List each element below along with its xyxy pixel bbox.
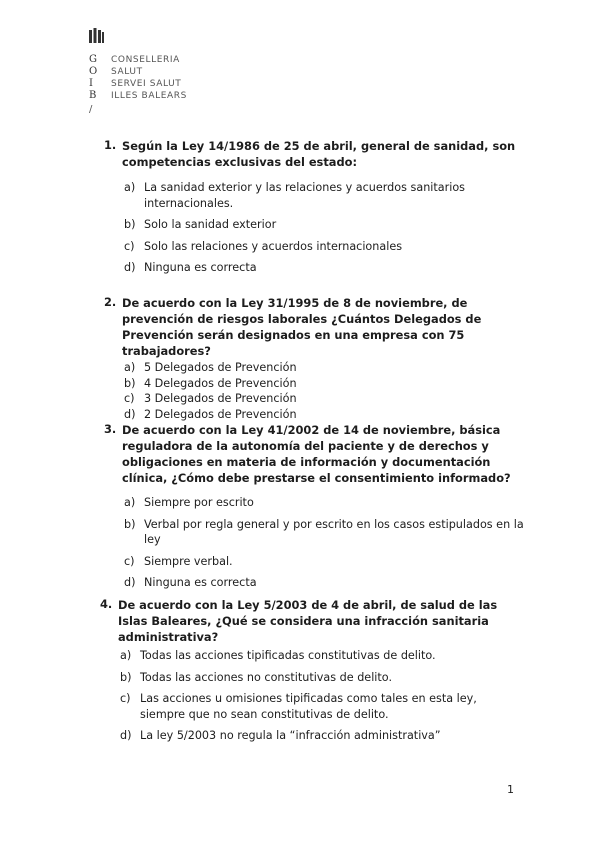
option-c[interactable]: c) Solo las relaciones y acuerdos internacionales — [124, 239, 403, 253]
page-number: 1 — [507, 783, 514, 796]
logo-row-2: O SALUT — [89, 66, 143, 77]
question-1 — [104, 138, 524, 276]
option-d[interactable]: d) 2 Delegados de Prevención — [124, 407, 297, 421]
options-list — [122, 180, 524, 276]
option-b[interactable]: b) Todas las acciones no constitutivas de delito. — [120, 670, 393, 684]
question-text: De acuerdo con la Ley 41/2002 de 14 de noviembre, básica reguladora de la autonomía del paciente y de derechos y obligaciones en materia de información y documentación clínica, ¿Cómo debe prestarse el consentimiento informado? — [122, 423, 511, 485]
question-text: De acuerdo con la Ley 5/2003 de 4 de abril, de salud de las Islas Baleares, ¿Qué se considera una infracción sanitaria administrativa? — [118, 598, 498, 644]
options-list — [122, 360, 524, 422]
question-text: De acuerdo con la Ley 31/1995 de 8 de noviembre, de prevención de riesgos laborales ¿Cuántos Delegados de Prevención serán designados en una empresa con 75 trabajadores? — [122, 296, 482, 358]
option-c[interactable]: c) 3 Delegados de Prevención — [124, 392, 297, 405]
option-b[interactable]: b) 4 Delegados de Prevención — [124, 376, 297, 390]
options-list — [122, 495, 524, 591]
logo-row-4: B ILLES BALEARS — [89, 90, 187, 101]
logo-slash: / — [89, 104, 93, 115]
shield-icon — [89, 28, 105, 44]
question-number: 1. — [104, 138, 117, 152]
logo-row-3: I SERVEI SALUT — [89, 78, 182, 89]
option-d[interactable]: d) Ninguna es correcta — [124, 261, 257, 274]
question-text: Según la Ley 14/1986 de 25 de abril, general de sanidad, son competencias exclusivas del estado: — [122, 139, 516, 169]
option-d[interactable]: d) La ley 5/2003 no regula la “infracción administrativa” — [120, 729, 441, 742]
question-4 — [100, 597, 524, 744]
option-b[interactable]: b) Verbal por regla general y por escrito en los casos estipulados en la ley — [124, 517, 524, 546]
option-a[interactable]: a) Todas las acciones tipificadas constitutivas de delito. — [120, 649, 436, 662]
options-list — [118, 648, 524, 744]
option-c[interactable]: c) Siempre verbal. — [124, 554, 233, 568]
option-d[interactable]: d) Ninguna es correcta — [124, 576, 257, 589]
govern-logo — [89, 22, 209, 117]
question-number: 3. — [104, 422, 117, 436]
option-b[interactable]: b) Solo la sanidad exterior — [124, 218, 277, 231]
option-a[interactable]: a) 5 Delegados de Prevención — [124, 361, 297, 374]
question-3 — [104, 422, 524, 591]
question-number: 2. — [104, 295, 117, 309]
option-a[interactable]: a) La sanidad exterior y las relaciones y acuerdos sanitarios internacionales. — [124, 181, 466, 210]
logo-row-1: G CONSELLERIA — [89, 54, 180, 65]
question-number: 4. — [100, 597, 113, 611]
option-a[interactable]: a) Siempre por escrito — [124, 496, 254, 509]
option-c[interactable]: c) Las acciones u omisiones tipificadas como tales en esta ley, siempre que no sean constitutivas de delito. — [120, 692, 477, 721]
question-2 — [104, 295, 524, 422]
